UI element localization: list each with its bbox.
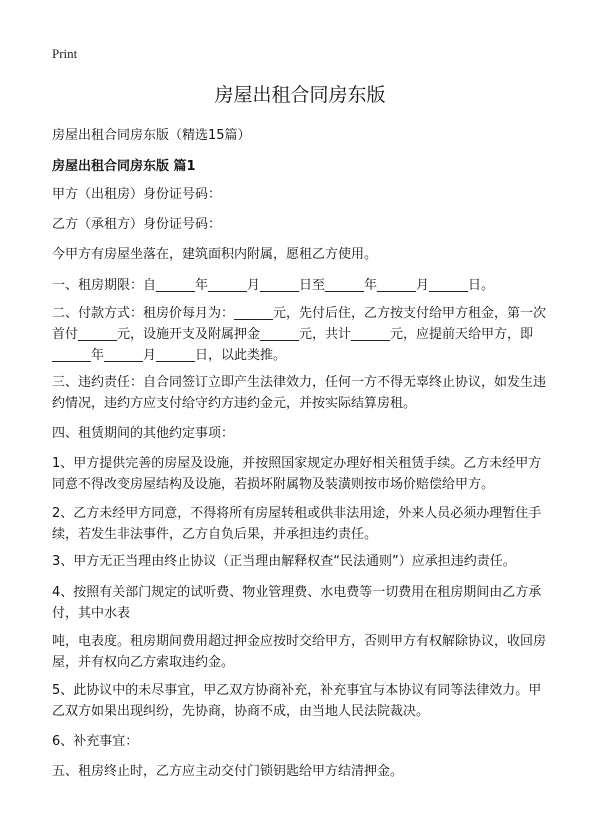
intro-paragraph: 今甲方有房屋坐落在，建筑面积内附属，愿租乙方使用。 xyxy=(52,247,378,262)
clause-breach: 三、违约责任：自合同签订立即产生法律效力，任何一方不得无辜终止协议，如发生违约情况，违约方应支付给守约方违约金元，并按实际结算房租。 xyxy=(52,375,547,411)
print-link[interactable]: Print xyxy=(52,46,78,61)
item-4-continued: 吨，电表度。租房期间费用超过押金应按时交给甲方，否则甲方有权解除协议，收回房屋，并有权向乙方索取违约金。 xyxy=(52,634,547,670)
clause-term: 一、租房期限：自______年______月______日至______年______月______日。 xyxy=(52,278,495,293)
clause-payment: 二、付款方式：租房价每月为：______元，先付后住，乙方按支付给甲方租金，第一次首付______元，设施开支及附属押金______元，共计______元，应提前天给甲方，即______年______月______日，以此类推。 xyxy=(52,306,547,363)
party-b-line: 乙方（承租方）身份证号码： xyxy=(52,217,222,232)
item-4: 4、按照有关部门规定的试听费、物业管理费、水电费等一切费用在租房期间由乙方承付，其中水表 xyxy=(52,585,542,621)
document-title: 房屋出租合同房东版 xyxy=(214,84,386,106)
item-6: 6、补充事宜： xyxy=(52,734,139,749)
item-5: 5、此协议中的未尽事宜，甲乙双方协商补充，补充事宜与本协议有同等法律效力。甲乙双方如果出现纠纷，先协商，协商不成，由当地人民法院裁决。 xyxy=(52,683,542,719)
section-heading: 房屋出租合同房东版 篇1 xyxy=(52,159,196,174)
party-a-line: 甲方（出租房）身份证号码： xyxy=(52,187,222,202)
item-2: 2、乙方未经甲方同意，不得将所有房屋转租或供非法用途，外来人员必须办理暂住手续，若发生非法事件，乙方自负后果，并承担违约责任。 xyxy=(52,506,542,542)
item-1: 1、甲方提供完善的房屋及设施，并按照国家规定办理好相关租赁手续。乙方未经甲方同意不得改变房屋结构及设施，若损坏附属物及装潢则按市场价赔偿给甲方。 xyxy=(52,456,542,492)
clause-termination: 五、租房终止时，乙方应主动交付门锁钥匙给甲方结清押金。 xyxy=(52,764,404,779)
document-subtitle: 房屋出租合同房东版（精选15篇） xyxy=(52,128,251,143)
clause-other-heading: 四、租赁期间的其他约定事项： xyxy=(52,426,235,441)
item-3: 3、甲方无正当理由终止协议（正当理由解释权查“民法通则”）应承担违约责任。 xyxy=(52,554,516,569)
